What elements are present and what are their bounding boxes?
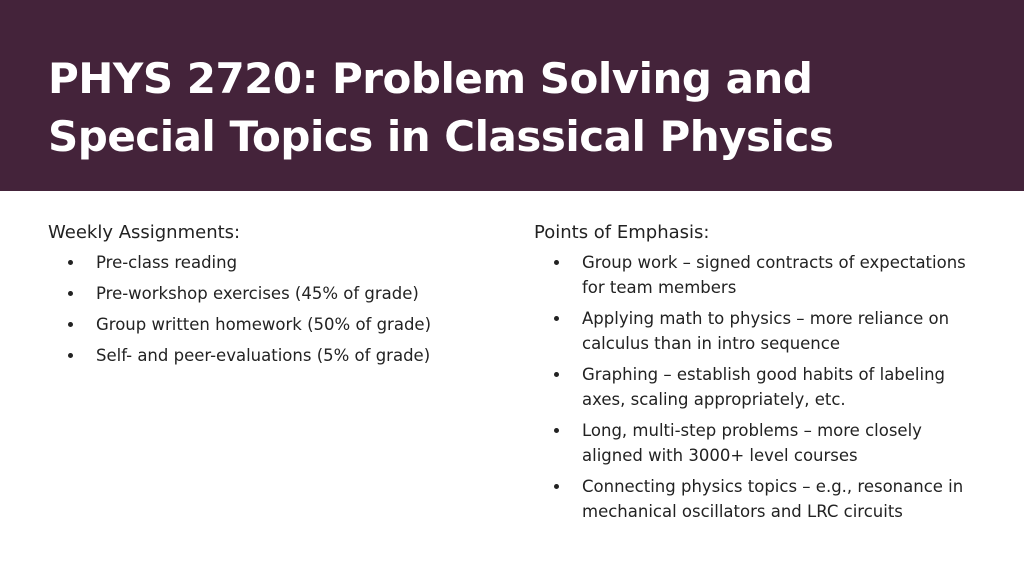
list-item — [48, 250, 488, 275]
list-item-text: Connecting physics topics – e.g., resonance in mechanical oscillators and LRC circuits — [582, 477, 964, 521]
list-item-text: Pre-workshop exercises (45% of grade) — [96, 284, 419, 303]
weekly-assignments-list — [48, 250, 488, 368]
list-item — [534, 362, 984, 412]
slide-title: PHYS 2720: Problem Solving and Special Topics in Classical Physics — [48, 54, 834, 161]
bullet-icon — [554, 484, 559, 489]
bullet-icon — [68, 291, 73, 296]
points-of-emphasis-column — [534, 220, 984, 530]
bullet-icon — [68, 322, 73, 327]
list-item — [534, 474, 984, 524]
bullet-icon — [68, 353, 73, 358]
list-item-text: Long, multi-step problems – more closely aligned with 3000+ level courses — [582, 421, 922, 465]
list-item-text: Graphing – establish good habits of labeling axes, scaling appropriately, etc. — [582, 365, 946, 409]
list-item — [48, 312, 488, 337]
bullet-icon — [554, 260, 559, 265]
list-item — [534, 418, 984, 468]
list-item — [48, 281, 488, 306]
list-item-text: Group work – signed contracts of expectations for team members — [582, 253, 966, 297]
points-of-emphasis-heading: Points of Emphasis: — [534, 222, 710, 243]
list-item-text: Pre-class reading — [96, 253, 238, 272]
weekly-assignments-column — [48, 220, 488, 374]
bullet-icon — [554, 316, 559, 321]
list-item-text: Group written homework (50% of grade) — [96, 315, 432, 334]
list-item — [534, 250, 984, 300]
list-item — [48, 343, 488, 368]
list-item-text: Applying math to physics – more reliance on calculus than in intro sequence — [582, 309, 950, 353]
points-of-emphasis-list — [534, 250, 984, 524]
title-band — [0, 0, 1024, 191]
bullet-icon — [554, 428, 559, 433]
weekly-assignments-heading: Weekly Assignments: — [48, 222, 241, 243]
list-item-text: Self- and peer-evaluations (5% of grade) — [96, 346, 431, 365]
bullet-icon — [554, 372, 559, 377]
list-item — [534, 306, 984, 356]
bullet-icon — [68, 260, 73, 265]
